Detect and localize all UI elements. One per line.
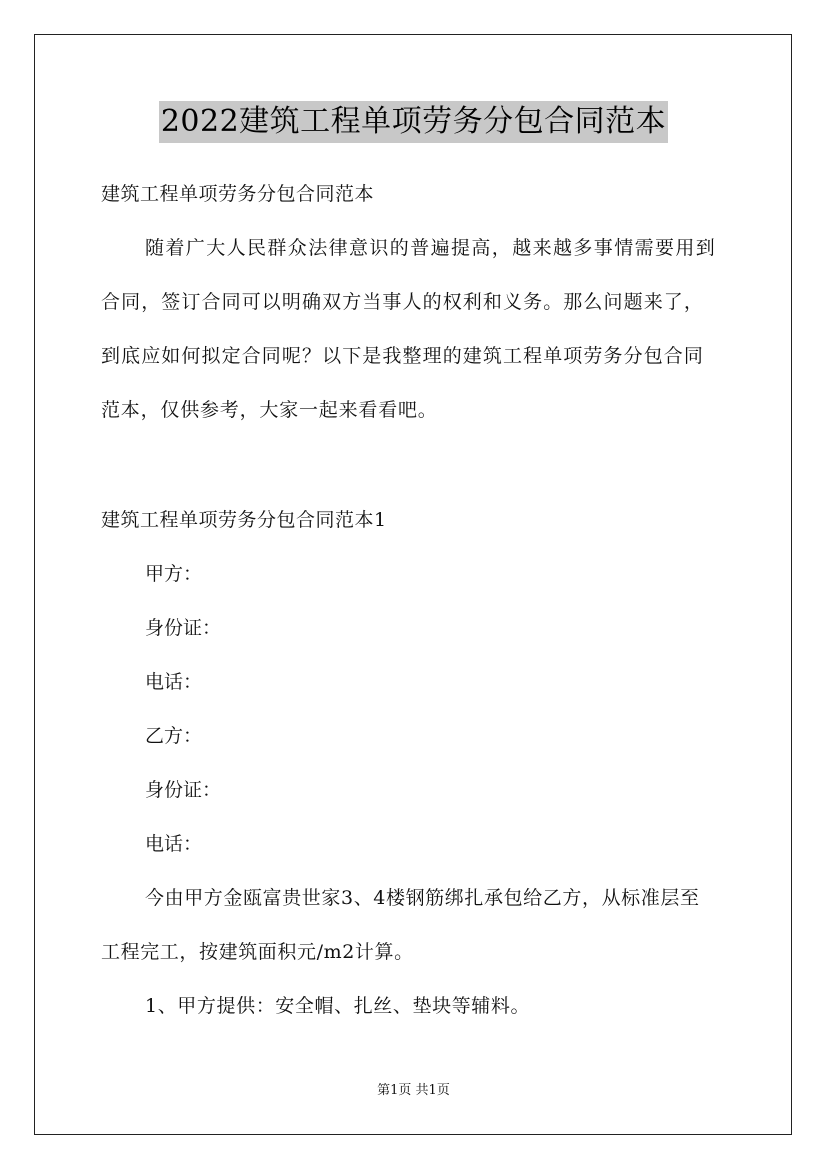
item-1: 1、甲方提供：安全帽、扎丝、垫块等辅料。 xyxy=(145,995,531,1017)
party-b-id-label: 身份证： xyxy=(145,779,222,801)
party-a-phone-label: 电话： xyxy=(145,671,203,693)
intro-line-1: 随着广大人民群众法律意识的普遍提高，越来越多事情需要用到 xyxy=(145,237,717,259)
document-subtitle: 建筑工程单项劳务分包合同范本 xyxy=(101,183,375,205)
intro-line-2: 合同，签订合同可以明确双方当事人的权利和义务。那么问题来了， xyxy=(101,291,705,313)
clause-line-2: 工程完工，按建筑面积元/m2计算。 xyxy=(101,941,414,963)
document-title: 2022建筑工程单项劳务分包合同范本 xyxy=(159,101,668,143)
intro-line-4: 范本，仅供参考，大家一起来看看吧。 xyxy=(101,399,438,421)
party-a-id-label: 身份证： xyxy=(145,617,222,639)
clause-line-1: 今由甲方金瓯富贵世家3、4楼钢筋绑扎承包给乙方，从标准层至 xyxy=(145,887,700,909)
intro-line-3: 到底应如何拟定合同呢？以下是我整理的建筑工程单项劳务分包合同 xyxy=(101,345,705,367)
party-a-label: 甲方： xyxy=(145,563,203,585)
page-footer: 第1页 共1页 xyxy=(377,1083,450,1098)
party-b-label: 乙方： xyxy=(145,725,203,747)
party-b-phone-label: 电话： xyxy=(145,833,203,855)
title-container xyxy=(0,101,827,143)
section-heading: 建筑工程单项劳务分包合同范本1 xyxy=(101,509,387,531)
